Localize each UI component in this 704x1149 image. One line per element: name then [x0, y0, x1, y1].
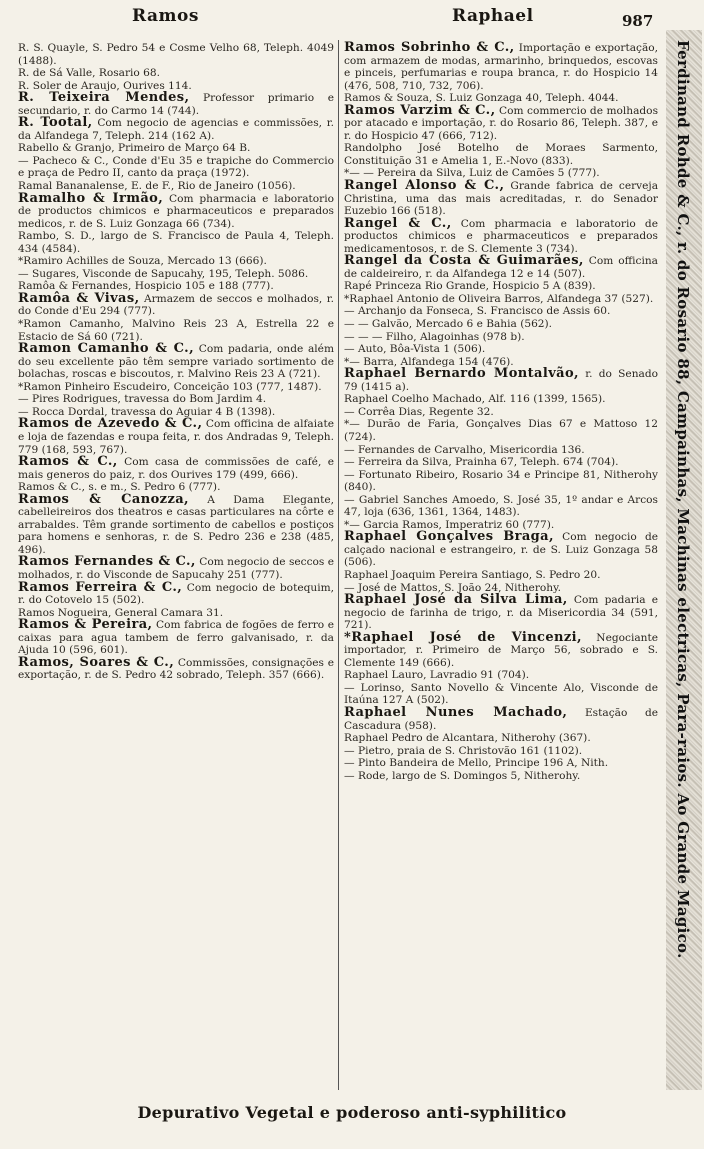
directory-entry — [18, 92, 334, 117]
directory-entry — [344, 406, 658, 419]
left-column — [18, 42, 334, 682]
entry-name: R. Teixeira Mendes, — [18, 90, 190, 106]
directory-entry — [18, 393, 334, 406]
entry-name: *Raphael José de Vincenzi, — [344, 629, 582, 645]
directory-entry — [18, 230, 334, 255]
directory-entry — [18, 456, 334, 481]
directory-entry — [18, 418, 334, 456]
entry-name: Ramalho & Irmão, — [18, 190, 164, 206]
entry-details: — Rocca Dordal, travessa do Aguiar 4 B (1398). — [18, 405, 276, 418]
entry-details: A Dama Elegante, cabelleireiros dos theatros e casas particulares na côrte e arrabaldes. Têm grande sortimento de cabellos e postiços para homens e senhoras, r. de S. Pedro 236 e 238 (485, 496). — [18, 493, 334, 556]
entry-name: Raphael José da Silva Lima, — [344, 592, 568, 608]
entry-details: — Corrêa Dias, Regente 32. — [344, 405, 494, 418]
sidebar-advertisement — [666, 30, 702, 1090]
directory-entry — [18, 491, 334, 557]
entry-details: — — — Filho, Alagoinhas (978 b). — [344, 330, 525, 343]
entry-details: — — Galvão, Mercado 6 e Bahia (562). — [344, 318, 553, 331]
directory-entry — [18, 255, 334, 268]
entry-details: — Pinto Bandeira de Mello, Principe 196 A, Nith. — [344, 757, 609, 770]
entry-details: — Rode, largo de S. Domingos 5, Nitherohy. — [344, 769, 581, 782]
entry-details: *Ramiro Achilles de Souza, Mercado 13 (666). — [18, 255, 267, 268]
entry-details: *— — Pereira da Silva, Luiz de Camões 5 (777). — [344, 167, 600, 180]
entry-details: Com negocio de agencias e commissões, r. da Alfandega 7, Teleph. 214 (162 A). — [18, 117, 334, 142]
entry-details: *— Barra, Alfandega 154 (476). — [344, 355, 514, 368]
page-number: 987 — [622, 12, 654, 30]
entry-details: Rapé Princeza Rio Grande, Hospicio 5 A (839). — [344, 280, 596, 293]
directory-entry — [18, 318, 334, 343]
directory-entry — [344, 293, 658, 306]
entry-name: Raphael Bernardo Montalvão, — [344, 366, 579, 382]
directory-entry — [344, 102, 658, 143]
entry-name: Ramôa & Vivas, — [18, 290, 140, 306]
directory-entry — [344, 215, 658, 256]
entry-name: Ramos, Soares & C., — [18, 654, 175, 670]
entry-details: — Pacheco & C., Conde d'Eu 35 e trapiche do Commercio e praça de Pedro II, canto da praça (1972). — [18, 154, 334, 180]
directory-entry — [344, 757, 658, 770]
directory-entry — [18, 556, 334, 581]
entry-details: Ramal Bananalense, E. de F., Rio de Janeiro (1056). — [18, 180, 296, 193]
entry-details: Ramos & Souza, S. Luiz Gonzaga 40, Teleph. 4044. — [344, 92, 619, 105]
directory-entry — [344, 42, 658, 92]
entry-details: — Gabriel Sanches Amoedo, S. José 35, 1º andar e Arcos 47, loja (636, 1361, 1364, 1483). — [344, 493, 658, 519]
entry-details: — Pietro, praia de S. Christovão 161 (1102). — [344, 744, 583, 757]
directory-entry — [18, 579, 334, 607]
directory-entry — [344, 305, 658, 318]
entry-details: Com padaria e negocio de farinha de trigo, r. da Misericordia 34 (591, 721). — [344, 594, 658, 632]
directory-entry — [18, 619, 334, 657]
entry-name: Ramos & Canozza, — [18, 491, 189, 507]
entry-details: Importação e exportação, com armazem de modas, armarinho, brinquedos, escovas e pinceis, perfumarias e roupa branca, r. do Hospicio 14 (476, 508, 710, 732, 706). — [344, 42, 659, 92]
directory-entry — [18, 343, 334, 381]
entry-details: — Fortunato Ribeiro, Rosario 34 e Principe 81, Nitherohy (840). — [344, 468, 658, 494]
entry-details: Com pharmacia e laboratorio de productos chimicos e pharmaceuticos e preparados medicamentosos, r. de S. Clemente 3 (734). — [344, 217, 658, 255]
entry-details: Rambo, S. D., largo de S. Francisco de Paula 4, Teleph. 434 (4584). — [18, 230, 334, 255]
entry-name: Ramos & Pereira, — [18, 617, 153, 633]
entry-name: Rangel Alonso & C., — [344, 178, 505, 194]
entry-details: — Ferreira da Silva, Prainha 67, Teleph. 674 (704). — [344, 456, 619, 469]
entry-details: Com negocio de calçado nacional e estrangeiro, r. de S. Luiz Gonzaga 58 (506). — [344, 531, 658, 569]
entry-details: — Lorinso, Santo Novello & Vincente Alo, Visconde de Itaúna 127 A (502). — [344, 681, 658, 707]
header-left-keyword: Ramos — [132, 6, 199, 26]
entry-details: Com pharmacia e laboratorio de productos chimicos e pharmaceuticos e preparados medicos, r. de S. Luiz Gonzaga 66 (734). — [18, 192, 334, 230]
entry-details: — Sugares, Visconde de Sapucahy, 195, Teleph. 5086. — [18, 267, 309, 280]
entry-details: — Auto, Bôa-Vista 1 (506). — [344, 343, 486, 356]
entry-name: R. Tootal, — [18, 115, 93, 131]
directory-entry — [344, 418, 658, 443]
entry-details: Ramos & C., s. e m., S. Pedro 6 (777). — [18, 481, 221, 494]
directory-entry — [344, 732, 658, 745]
directory-entry — [344, 142, 658, 167]
entry-details: — José de Mattos, S. João 24, Nitherohy. — [344, 581, 562, 594]
entry-name: Ramos de Azevedo & C., — [18, 416, 203, 432]
directory-entry — [344, 318, 658, 331]
directory-entry — [344, 456, 658, 469]
entry-details: Rabello & Granjo, Primeiro de Março 64 B. — [18, 142, 251, 155]
directory-entry — [344, 444, 658, 457]
entry-name: Raphael Nunes Machado, — [344, 704, 568, 720]
directory-entry — [344, 704, 658, 732]
directory-entry — [344, 669, 658, 682]
directory-entry — [344, 280, 658, 293]
entry-name: Raphael Gonçalves Braga, — [344, 529, 554, 545]
directory-entry — [18, 155, 334, 180]
entry-details: *— Durão de Faria, Gonçalves Dias 67 e Mattoso 12 (724). — [344, 418, 658, 443]
entry-details: Commissões, consignações e exportação, r. de S. Pedro 42 sobrado, Teleph. 357 (666). — [18, 656, 334, 682]
directory-entry — [18, 381, 334, 394]
entry-details: Com fabrica de fogões de ferro e caixas para agua tambem de ferro galvanisado, r. da Ajuda 10 (596, 601). — [18, 619, 335, 657]
directory-entry — [18, 142, 334, 155]
directory-entry — [344, 343, 658, 356]
entry-details: *Ramon Pinheiro Escudeiro, Conceição 103 (777, 1487). — [18, 380, 322, 393]
directory-entry — [344, 682, 658, 707]
directory-entry — [18, 42, 334, 67]
directory-entry — [344, 594, 658, 632]
sidebar-ad-text: Ferdinand Rohde & C., r. do Rosario 88, Campainhas, Machinas electricas, Para-raios. Ao Grande Magico. — [674, 40, 692, 959]
right-column — [344, 42, 658, 782]
column-divider — [338, 40, 339, 1090]
directory-entry — [344, 180, 658, 218]
entry-name: Ramos Fernandes & C., — [18, 554, 196, 570]
entry-details: *— Garcia Ramos, Imperatriz 60 (777). — [344, 518, 555, 531]
directory-entry — [344, 629, 658, 670]
directory-entry — [344, 770, 658, 783]
directory-entry — [344, 469, 658, 494]
entry-details: Ramos Nogueira, General Camara 31. — [18, 606, 224, 619]
entry-details: Randolpho José Botelho de Moraes Sarmento, Constituição 31 e Amelia 1, E.-Novo (833). — [344, 142, 658, 167]
entry-details: R. de Sá Valle, Rosario 68. — [18, 67, 160, 80]
directory-entry — [344, 494, 658, 519]
entry-details: R. S. Quayle, S. Pedro 54 e Cosme Velho 68, Teleph. 4049 (1488). — [18, 42, 334, 67]
directory-entry — [18, 654, 334, 682]
directory-entry — [344, 745, 658, 758]
entry-name: Rangel da Costa & Guimarães, — [344, 253, 584, 269]
directory-entry — [344, 569, 658, 582]
entry-details: Com commercio de molhados por atacado e importação, r. do Rosario 86, Teleph. 387, e r. do Hospicio 47 (666, 712). — [344, 104, 658, 142]
entry-details: r. do Senado 79 (1415 a). — [344, 368, 659, 393]
entry-name: Ramos & C., — [18, 454, 118, 470]
entry-details: Raphael Lauro, Lavradio 91 (704). — [344, 669, 530, 682]
entry-details: Com officina de caldeireiro, r. da Alfandega 12 e 14 (507). — [344, 255, 658, 280]
entry-details: Raphael Joaquim Pereira Santiago, S. Pedro 20. — [344, 568, 601, 581]
directory-entry — [18, 117, 334, 142]
entry-details: Armazem de seccos e molhados, r. do Conde d'Eu 294 (777). — [18, 292, 334, 318]
entry-details: Com officina de alfaiate e loja de fazendas e roupa feita, r. dos Andradas 9, Teleph. 779 (168, 593, 767). — [18, 418, 334, 456]
directory-entry — [344, 531, 658, 569]
entry-name: Ramon Camanho & C., — [18, 341, 195, 357]
entry-details: *Ramon Camanho, Malvino Reis 23 A, Estrella 22 e Estacio de Sá 60 (721). — [18, 318, 334, 343]
entry-details: Estação de Cascadura (958). — [344, 706, 658, 732]
entry-name: Ramos Varzim & C., — [344, 102, 496, 118]
entry-name: Ramos Sobrinho & C., — [344, 40, 515, 55]
directory-entry — [344, 393, 658, 406]
entry-name: Rangel & C., — [344, 215, 452, 231]
entry-details: — Fernandes de Carvalho, Misericordia 136. — [344, 443, 585, 456]
entry-details: — Archanjo da Fonseca, S. Francisco de Assis 60. — [344, 305, 611, 318]
entry-details: Com negocio de botequim, r. do Cotovelo 15 (502). — [18, 581, 334, 607]
entry-name: Ramos Ferreira & C., — [18, 579, 183, 595]
entry-details: Ramôa & Fernandes, Hospicio 105 e 188 (777). — [18, 280, 274, 293]
entry-details: Com padaria, onde além do seu excellente pão têm sempre variado sortimento de bolachas, roscas e biscoutos, r. Malvino Reis 23 A (721). — [18, 343, 334, 381]
directory-entry — [344, 331, 658, 344]
entry-details: Com casa de commissões de café, e mais generos do paiz, r. dos Ourives 179 (499, 666). — [18, 456, 334, 481]
entry-details: Professor primario e secundario, r. do Carmo 14 (744). — [18, 92, 334, 117]
directory-entry — [18, 290, 334, 318]
directory-entry — [344, 255, 658, 280]
entry-details: Raphael Pedro de Alcantara, Nitherohy (367). — [344, 732, 591, 745]
entry-details: Grande fabrica de cerveja Christina, uma das mais acreditadas, r. do Senador Euzebio 166 (518). — [344, 180, 659, 218]
directory-entry — [18, 67, 334, 80]
directory-entry — [18, 190, 334, 231]
directory-entry — [344, 368, 658, 393]
entry-details: — Pires Rodrigues, travessa do Bom Jardim 4. — [18, 393, 267, 406]
header-right-keyword: Raphael — [452, 6, 534, 26]
entry-details: Raphael Coelho Machado, Alf. 116 (1399, 1565). — [344, 393, 606, 406]
entry-details: Com negocio de seccos e molhados, r. do Visconde de Sapucahy 251 (777). — [18, 556, 334, 581]
entry-details: Negociante importador, r. Primeiro de Março 56, sobrado e S. Clemente 149 (666). — [344, 631, 658, 669]
entry-details: *Raphael Antonio de Oliveira Barros, Alfandega 37 (527). — [344, 292, 654, 305]
footer-advertisement: Depurativo Vegetal e poderoso anti-syphilitico — [137, 1103, 567, 1122]
directory-entry — [18, 268, 334, 281]
entry-details: R. Soler de Araujo, Ourives 114. — [18, 79, 192, 92]
